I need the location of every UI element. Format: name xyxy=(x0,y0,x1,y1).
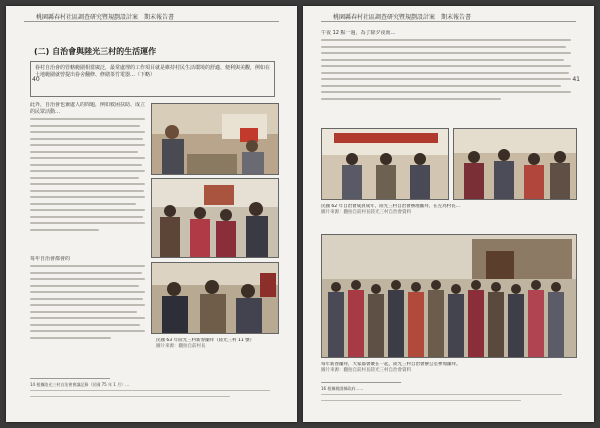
caption-text: 每年新春團拜，大家都會聚在一起，陸光三村自治會辦公室參加團拜。 xyxy=(321,362,461,367)
page-number: 41 xyxy=(572,76,580,83)
photo-group-right xyxy=(453,128,577,200)
photo-ceremony-3 xyxy=(151,262,279,334)
footnote-text: 16 根據桃園縣政府…… xyxy=(321,386,364,391)
footnote xyxy=(321,386,577,414)
page-header: 桃園縣春村社區調查研究暨規劃設計案 期末報告書 xyxy=(36,14,175,21)
caption-text: 民國 62 年自治會成員成年，陸光三村自治會辦理團拜，在左為村長… xyxy=(321,204,461,209)
caption-text: 民國 63 年陸光三村新春團拜（陸光三村 11 號） xyxy=(156,338,255,343)
photo-caption-top xyxy=(321,204,577,216)
left-page xyxy=(6,6,297,422)
caption-source: 圖片來源：翻拍自前村長陸光三村自治會資料 xyxy=(321,368,411,373)
footnote xyxy=(30,382,280,412)
body-lead-2: 每年自治會都會的 xyxy=(30,256,71,262)
footnote-text: 14 根據陸光三村自治會會議記錄（民國 75 年 1 月）… xyxy=(30,382,130,387)
page-header: 桃園縣春村社區調查研究暨規劃設計案 期末報告書 xyxy=(333,14,472,21)
quote-text: 眷村自治會的管轄範圍相當廣泛，最常處理的工作項目就是維持村民生活環境的舒適、便利與美觀，例如在土地範圍就曾提出眷舍翻修、修繕茶竹電器…（下略） xyxy=(35,65,271,78)
body-text-top xyxy=(321,30,571,114)
caption-source: 圖片來源：翻拍自前村長 xyxy=(156,344,206,349)
footnote-divider xyxy=(321,382,401,383)
body-lead: 此外，自治會也兼處人的問題，例如救困扶助、成立的民眾活動… xyxy=(30,102,145,115)
header-divider xyxy=(24,21,279,22)
photo-group-left xyxy=(321,128,449,200)
body-text-column xyxy=(30,102,145,252)
right-page xyxy=(303,6,594,422)
footnote-divider xyxy=(30,378,110,379)
photo-ceremony-2 xyxy=(151,178,279,258)
photo-caption-bottom xyxy=(321,362,577,374)
section-title: (二) 自治會與陸光三村的生活運作 xyxy=(34,47,157,56)
caption-source: 圖片來源：翻拍自前村長陸光三村自治會資料 xyxy=(321,210,411,215)
header-divider xyxy=(321,21,576,22)
page-number: 40 xyxy=(32,76,40,83)
body-lead: 午夜 12 點一過，為了除夕夜而… xyxy=(321,30,396,36)
photo-new-year-gathering xyxy=(321,234,577,358)
body-text-column-2 xyxy=(30,256,145,356)
photo-caption xyxy=(156,338,281,350)
photo-ceremony-1 xyxy=(151,103,279,175)
quote-box xyxy=(30,61,275,97)
